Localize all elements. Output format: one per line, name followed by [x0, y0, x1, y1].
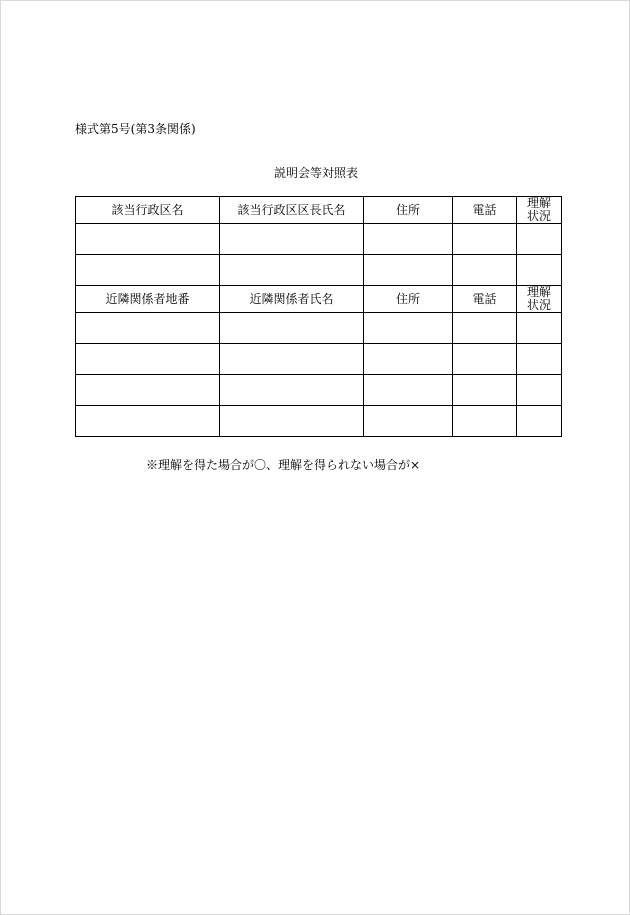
district-row [76, 224, 562, 255]
cell-understanding-status[interactable] [517, 344, 562, 375]
cell-neighbor-name[interactable] [220, 406, 364, 437]
neighbor-row [76, 313, 562, 344]
neighbor-row [76, 375, 562, 406]
cell-address[interactable] [364, 375, 453, 406]
neighbor-header-row [76, 286, 562, 313]
document-title: 説明会等対照表 [273, 166, 358, 180]
cell-district-name[interactable] [76, 255, 220, 286]
district-row [76, 255, 562, 286]
footnote: ※理解を得た場合が〇、理解を得られない場合が× [146, 458, 421, 472]
cell-understanding-status[interactable] [517, 313, 562, 344]
cell-neighbor-name[interactable] [220, 313, 364, 344]
cell-phone[interactable] [453, 375, 517, 406]
cell-neighbor-lot-number[interactable] [76, 406, 220, 437]
header-phone: 電話 [453, 286, 517, 313]
header-understanding-status [517, 197, 562, 224]
header-neighbor-name: 近隣関係者氏名 [220, 286, 364, 313]
cell-phone[interactable] [453, 255, 517, 286]
cell-address[interactable] [364, 406, 453, 437]
cell-neighbor-lot-number[interactable] [76, 344, 220, 375]
cell-phone[interactable] [453, 224, 517, 255]
header-district-chief-name: 該当行政区区長氏名 [220, 197, 364, 224]
cell-address[interactable] [364, 313, 453, 344]
cell-phone[interactable] [453, 406, 517, 437]
comparison-table [75, 196, 562, 437]
header-neighbor-lot-number: 近隣関係者地番 [76, 286, 220, 313]
header-address: 住所 [364, 197, 453, 224]
cell-understanding-status[interactable] [517, 255, 562, 286]
cell-address[interactable] [364, 224, 453, 255]
cell-address[interactable] [364, 344, 453, 375]
cell-phone[interactable] [453, 344, 517, 375]
cell-neighbor-name[interactable] [220, 344, 364, 375]
cell-phone[interactable] [453, 313, 517, 344]
header-understanding-status [517, 286, 562, 313]
cell-district-name[interactable] [76, 224, 220, 255]
cell-district-chief-name[interactable] [220, 224, 364, 255]
form-number: 様式第5号(第3条関係) [75, 122, 196, 136]
header-understanding-status-line-2: 状況 [526, 298, 551, 312]
neighbor-row [76, 344, 562, 375]
cell-understanding-status[interactable] [517, 224, 562, 255]
cell-address[interactable] [364, 255, 453, 286]
cell-neighbor-name[interactable] [220, 375, 364, 406]
cell-district-chief-name[interactable] [220, 255, 364, 286]
cell-neighbor-lot-number[interactable] [76, 375, 220, 406]
header-understanding-status-line-2: 状況 [526, 209, 551, 223]
cell-understanding-status[interactable] [517, 375, 562, 406]
header-address: 住所 [364, 286, 453, 313]
cell-neighbor-lot-number[interactable] [76, 313, 220, 344]
header-district-name: 該当行政区名 [76, 197, 220, 224]
neighbor-row [76, 406, 562, 437]
header-understanding-status-line-1: 理解 [526, 285, 551, 299]
header-understanding-status-line-1: 理解 [526, 196, 551, 210]
district-header-row [76, 197, 562, 224]
cell-understanding-status[interactable] [517, 406, 562, 437]
header-phone: 電話 [453, 197, 517, 224]
